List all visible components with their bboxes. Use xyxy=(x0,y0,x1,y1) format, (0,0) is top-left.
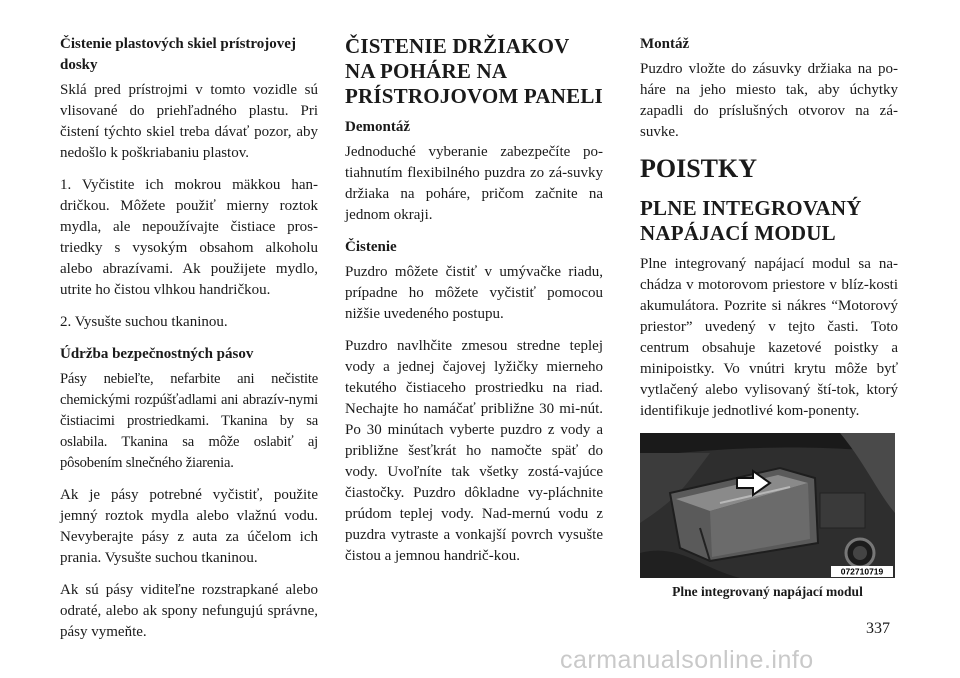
paragraph-cleaning-1: Puzdro môžete čistiť v umývačke riadu, prípadne ho môžete vyčistiť pomocou nižšie uvedeného postupu. xyxy=(345,264,603,322)
paragraph-step-1: 1. Vyčistite ich mokrou mäkkou han-dričkou. Môžete použiť mierny roztok mydla, ale nepoužívajte čistiace pros-triedky s vysokým obsahom alkoholu alebo abrazívami. Ak použijete mydlo, utrite ho čistou vlhkou handričkou. xyxy=(60,177,318,298)
section-heading-plastic-lenses: Čistenie plastových skiel prístrojovej dosky xyxy=(60,36,296,73)
paragraph-seat-belts-1: Pásy nebieľte, nefarbite ani nečistite chemickými rozpúšťadlami ani abrazív-nymi čistiacimi prostriedkami. Tkanina by sa oslabila. Tkanina sa môže oslabiť aj pôsobením slnečného žiarenia. xyxy=(60,371,318,471)
paragraph-power-module: Plne integrovaný napájací modul sa na-chádza v motorovom priestore v blíz-kosti akumulátora. Pozrite si nákres “Motorový priestor” uvedený v tejto časti. Toto centrum obsahuje kazetové poistky a minipoistky. Vo vnútri krytu môže byť vytlačený alebo vylisovaný ští-tok, ktorý identifikuje jednotlivé kom-ponenty. xyxy=(640,256,898,419)
column-right xyxy=(640,34,898,600)
paragraph-plastic-lenses: Sklá pred prístrojmi v tomto vozidle sú vlisované do priehľadného plastu. Pri čistení týchto skiel treba dávať pozor, aby nedošlo k poškriabaniu plastov. xyxy=(60,82,318,161)
section-title-fuses: POISTKY xyxy=(640,154,758,183)
engine-bay-photo xyxy=(640,433,895,578)
subheading-installation: Montáž xyxy=(640,36,690,52)
column-left xyxy=(60,34,318,654)
watermark: carmanualsonline.info xyxy=(560,646,814,674)
subtitle-power-module: PLNE INTEGROVANÝ NAPÁJACÍ MODUL xyxy=(640,196,862,245)
subheading-cleaning: Čistenie xyxy=(345,239,397,255)
figure-caption: Plne integrovaný napájací modul xyxy=(672,584,863,599)
subheading-removal: Demontáž xyxy=(345,119,410,135)
figure-code: 072710719 xyxy=(840,566,884,577)
engine-bay-illustration xyxy=(640,433,895,578)
paragraph-cleaning-2: Puzdro navlhčite zmesou stredne teplej vody a jednej čajovej lyžičky mierneho tekutého čistiaceho prostriedku na riad. Nechajte ho namáčať približne 30 mi-nút. Po 30 minútach vyberte puzdro z vody a približne šesťkrát ho namočte späť do vody. Uvoľníte tak všetky zostá-vajúce čiastočky. Puzdro dôkladne vy-pláchnite prúdom teplej vody. Nad-mernú vodu z puzdra vytraste a vonkajší povrch vysušte čistou a jemnou handrič-kou. xyxy=(345,338,603,564)
column-middle xyxy=(345,34,603,578)
paragraph-removal: Jednoduché vyberanie zabezpečíte po-tiahnutím flexibilného puzdra zo zá-suvky držiaka na poháre, pričom začnite na jednom okraji. xyxy=(345,144,603,223)
section-title-cupholders: ČISTENIE DRŽIAKOV NA POHÁRE NA PRÍSTROJOVOM PANELI xyxy=(345,34,603,108)
section-heading-seat-belts: Údržba bezpečnostných pásov xyxy=(60,346,254,362)
page-number: 337 xyxy=(866,620,890,637)
paragraph-seat-belts-2: Ak je pásy potrebné vyčistiť, použite jemný roztok mydla alebo vlažnú vodu. Nevyberajte pásy z auta za účelom ich prania. Vysušte suchou tkaninou. xyxy=(60,487,318,566)
paragraph-installation: Puzdro vložte do zásuvky držiaka na po-háre na jeho miesto tak, aby úchytky zapadli do príslušných otvorov na zá-suvke. xyxy=(640,61,898,140)
paragraph-step-2: 2. Vysušte suchou tkaninou. xyxy=(60,314,228,330)
paragraph-seat-belts-3: Ak sú pásy viditeľne rozstrapkané alebo odraté, alebo ak spony nefungujú správne, pásy vymeňte. xyxy=(60,582,318,640)
